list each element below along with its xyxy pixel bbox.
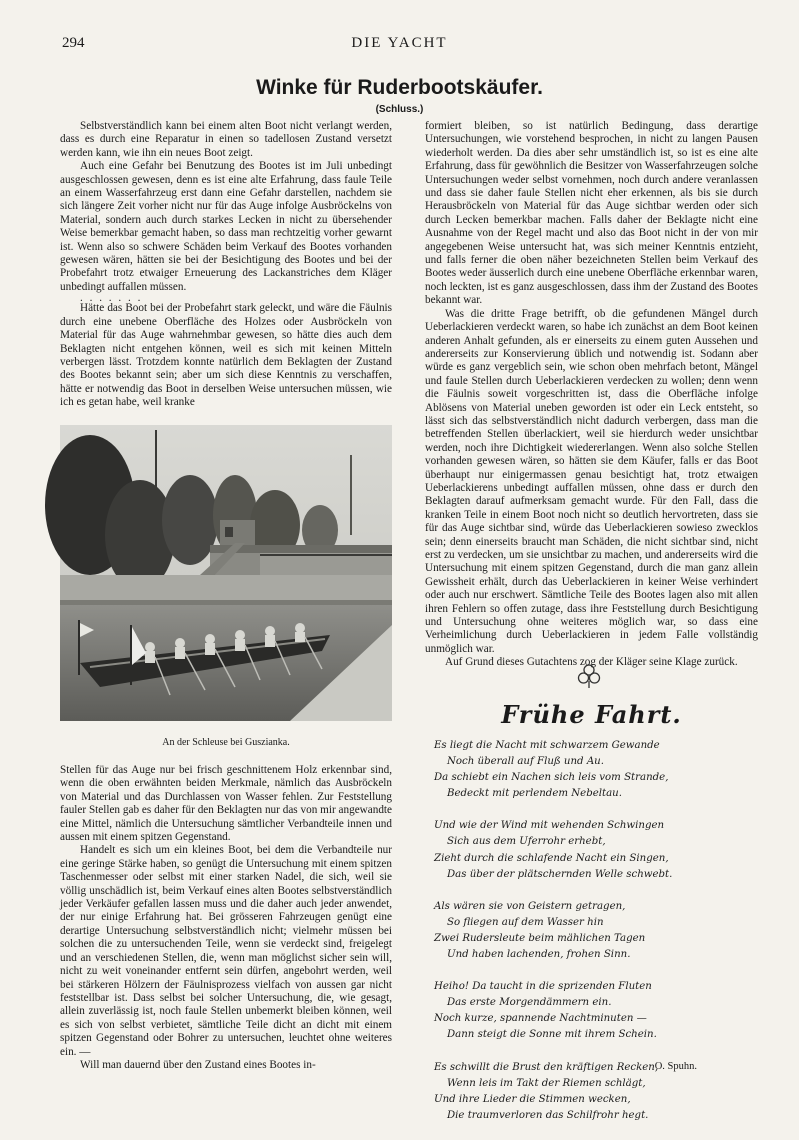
- paragraph: Stellen für das Auge nur bei frisch geschnittenem Holz erkennbar sind, wenn die oben erwähnten beiden Merkmale, nämlich das Ausbröckeln von Material und das Durchlassen von Wasser fehlen. Zur Feststellung fauler Stellen gab es daher für den Beklagten nur das von mir angewandte eine Mittel, nämlich die Untersuchung sämtlicher Verbandteile innen und aussen mit einem spitzen Gegenstand.: [60, 764, 392, 844]
- poem-line: Und wie der Wind mit wehenden Schwingen: [434, 820, 665, 832]
- poem-line: Dann steigt die Sonne mit ihrem Schein.: [447, 1029, 657, 1041]
- clover-ornament-icon: [577, 663, 601, 689]
- poem-line: Es schwillt die Brust den kräftigen Recken,: [434, 1061, 659, 1073]
- paragraph: Auf Grund dieses Gutachtens zog der Kläger seine Klage zurück.: [445, 656, 738, 669]
- poem-line: Da schiebt ein Nachen sich leis vom Strande,: [434, 772, 669, 784]
- poem-line: Es liegt die Nacht mit schwarzem Gewande: [434, 740, 660, 751]
- poem-line: Noch überall auf Fluß und Au.: [447, 756, 604, 768]
- left-column-top: [60, 120, 392, 425]
- paragraph: Selbstverständlich kann bei einem alten Boot nicht verlangt werden, dass es durch eine Reparatur in einen so tadellosen Zustand versetzt werden kann, wie ihn ein neues Boot zeigt.: [60, 120, 392, 159]
- poem-line: Das über der plätschernden Welle schwebt.: [447, 868, 673, 880]
- paragraph: formiert bleiben, so ist natürlich Bedingung, dass derartige Untersuchungen, wie vorstehend besprochen, in nicht zu langen Pausen wiederholt werden. Da dies aber sehr umständlich ist, so ist es eine alte Erfahrung, dass für gewöhnlich die Besitzer von Wasserfahrzeugen solche Untersuchungen weder selbst vornehmen, noch durch andere veranlassen und dass sie daher faule Stellen nicht eher erkennen, als bis sie durch Herausbröckeln von Material für das Auge sichtbar werden oder sich durch Lecken bemerkbar machen. Falls daher der Beklagte nicht eine Ausnahme von der Regel macht und also das Boot nicht in der von mir angegebenen Weise untersucht hat, was sich meiner Kenntnis entzieht, und falls ferner die oben näher bezeichneten Stellen beim Verkauf des Bootes weder äusserlich durch eine unebene Oberfläche erkennbar waren, noch leckten, ist es ganz ausgeschlossen, dass ihm der Zustand des Bootes bekannt war.: [425, 120, 758, 307]
- separator-dots: . . . . . . .: [80, 292, 143, 305]
- article-subtitle: (Schluss.): [375, 104, 424, 115]
- poem: [434, 738, 744, 1140]
- poem-line: Zwei Rudersleute beim mählichen Tagen: [434, 932, 646, 944]
- paragraph: Handelt es sich um ein kleines Boot, bei dem die Verbandteile nur eine geringe Stärke haben, so genügt die Untersuchung mit einem spitzen Taschenmesser oder selbst mit einer starken Nadel, die sich, weil sie völlig unschädlich ist, beim Verkauf eines alten Bootes selbstverständlich jeder Verkäufer gefallen lassen muss und die daher auch jeder anwendet, der nur einige Erfahrung hat. Bei grösseren Fahrzeugen genügt eine derartige Untersuchung selbstverständlich nicht; vielmehr müssen bei solchen die zu untersuchenden Teile, wenn sie verdeckt sind, freigelegt und an verschiedenen Stellen, die, wenn man möglichst sicher sein will, nicht zu weit voneinander entfernt sein dürfen, angebohrt werden, weil bei stärkeren Hölzern der Fäulnisprozess vielfach von aussen gar nicht feststellbar ist. Dass selbst bei solcher Untersuchung, die, wie gesagt, allein zuverlässig ist, noch faule Stellen unbemerkt bleiben können, weil es sich von selbst verbietet, sämtliche Teile dicht an dicht mit einem spitzen Gegenstand oder Bohrer zu untersuchen, leuchtet ohne weiteres ein. —: [60, 844, 392, 1058]
- poem-stanza: [434, 979, 744, 1043]
- poem-line: Noch kurze, spannende Nachtminuten —: [434, 1013, 647, 1025]
- poem-line: So fliegen auf dem Wasser hin: [447, 916, 604, 928]
- page-number: 294: [62, 35, 85, 51]
- poem-line: Die traumverloren das Schilfrohr hegt.: [447, 1109, 649, 1121]
- paragraph: Was die dritte Frage betrifft, ob die gefundenen Mängel durch Ueberlackieren verdeckt waren, so habe ich zunächst an dem Boot keinen anderen Anhalt gefunden, als er einerseits zu einem guten Aussehen und andererseits zur Konservierung üblich und notwendig ist. Sodann aber würde es ganz vergeblich sein, wie schon oben mehrfach betont, Mängel und faule Stellen durch Ueberlackieren verdecken zu wollen; denn wenn die Fäulnis soweit vorgeschritten ist, dass die Oberfläche infolge Ablösens von Material uneben geworden ist oder ein Leck entsteht, so lässt sich das selbstverständlich nicht dadurch verbergen, dass man die betreffenden Stellen überlackiert, weil sie hierdurch weder unsichtbar werden, noch ihre Dichtigkeit wiedererlangen. Wenn also solche Stellen vorhanden gewesen wären, so hätten sie dem Käufer, falls er das Boot überhaupt nur einigermassen genau besichtigt hat, trotz etwaigen Ueberlackierens unbedingt auffallen müssen, ohne dass er durch den Beklagten darauf aufmerksam gemacht wurde. Für den Fall, dass die kranken Teile in einem Boot noch nicht so deutlich hervortreten, dass sie für das Auge sichtbar sind, würde das Ueberlackieren sowieso zwecklos sein; denn einerseits braucht man Schäden, die nicht sichtbar sind, nicht erst zu verdecken, um sie unsichtbar zu machen, und andererseits wird die Untersuchung mit einem spitzen Gegenstand, durch die man ganz allein Gewissheit erhält, durch das Ueberlackieren in keiner Weise verhindert oder auch nur erschwert. Sämtliche Teile des Bootes lagen also mit allen ihren Fehlern so offen zutage, dass ihre Feststellung durch Besichtigung und Untersuchung ohne weiteres möglich war, so dass eine Verheimlichung durch Ueberlackieren in jedem Falle vollständig unmöglich war.: [425, 307, 758, 655]
- poem-line: Wenn leis im Takt der Riemen schlägt,: [447, 1077, 646, 1089]
- lock-photo: [60, 425, 392, 721]
- article-title: Winke für Ruderbootskäufer.: [256, 76, 543, 99]
- paragraph: Auch eine Gefahr bei Benutzung des Bootes ist im Juli unbedingt ausgeschlossen gewesen, denn es ist eine alte Erfahrung, dass faule Teile an einem Wasserfahrzeug erst dann eine Gefahr darstellen, nachdem sie sich längere Zeit vorher nicht nur für das Auge infolge Ausbröckelns von Material, sondern auch durch starkes Lecken in nicht zu übersehender Weise bemerkbar gemacht haben, so dass man rechtzeitig vorher gewarnt ist. Wenn also so schwere Schäden beim Verkauf des Bootes vorhanden gewesen wären, hätten sie bei der Besichtigung des Bootes und bei der Probefahrt trotz etwaiger Erneuerung des Lackanstriches dem Kläger unbedingt auffallen müssen.: [60, 160, 392, 293]
- poem-line: Das erste Morgendämmern ein.: [447, 997, 612, 1009]
- poem-stanza: [434, 738, 744, 802]
- paragraph: Hätte das Boot bei der Probefahrt stark geleckt, und wäre die Fäulnis durch eine unebene Oberfläche des Holzes oder Ausbröckeln von Material für das Auge wahrnehmbar gewesen, so hätte dies auch dem Beklagten nicht entgehen können, weil es sich mit keinen Mitteln verbergen lässt. Trotzdem konnte natürlich dem Beklagten der Zustand des Bootes bekannt sein; aber um sich diese Kenntnis zu verschaffen, hätte er notwendig das Boot in derselben Weise untersuchen müssen, wie ich es getan habe, weil kranke: [60, 302, 392, 409]
- poem-line: Heiho! Da taucht in die sprizenden Fluten: [434, 981, 652, 993]
- photo-caption: An der Schleuse bei Guszianka.: [162, 737, 290, 748]
- poem-line: Und ihre Lieder die Stimmen wecken,: [434, 1093, 631, 1105]
- left-column-bottom: [60, 764, 392, 1109]
- poem-line: Bedeckt mit perlendem Nebeltau.: [447, 788, 622, 800]
- poem-line: Sich aus dem Uferrohr erhebt,: [447, 836, 606, 848]
- poem-stanza: [434, 899, 744, 963]
- poem-line: Als wären sie von Geistern getragen,: [434, 900, 626, 912]
- running-head: DIE YACHT: [351, 35, 448, 51]
- right-column: [425, 120, 758, 669]
- paragraph: Will man dauernd über den Zustand eines Bootes in-: [80, 1058, 316, 1071]
- poem-title: Frühe Fahrt.: [501, 700, 682, 729]
- poem-author: O. Spuhn.: [654, 1061, 697, 1072]
- poem-stanza: [434, 818, 744, 882]
- poem-line: Und haben lachenden, frohen Sinn.: [447, 949, 631, 961]
- poem-line: Zieht durch die schlafende Nacht ein Singen,: [434, 852, 669, 864]
